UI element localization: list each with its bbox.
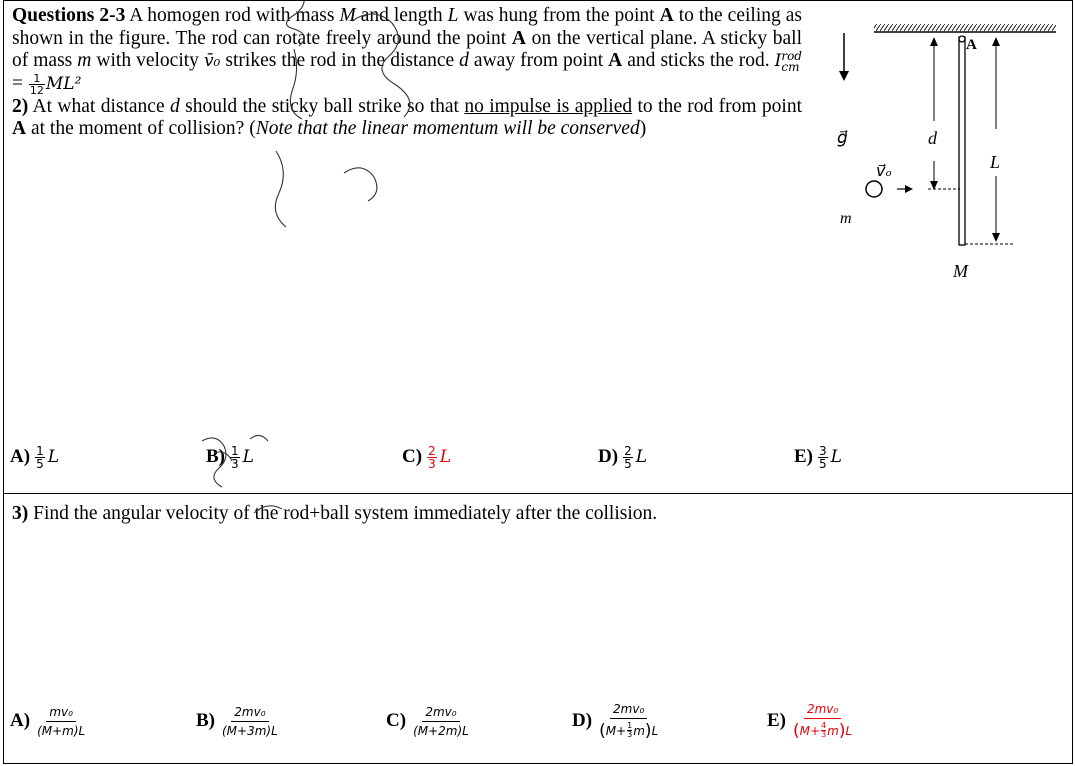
section-divider	[4, 493, 1072, 494]
intro-paragraph: Questions 2-3 A homogen rod with mass M and length L was hung from the point A to the ceiling as shown in the figure. The rod can rotate freely around the point A on the vertical plane. A sticky ball of mass m with velocity v̄₀ strikes the rod in the distance d away from point A and sticks the rod. I rod cm = $\frac{1}{12}$ ML²	[12, 5, 803, 97]
q2-option-c-correct[interactable]: C) $\frac{2}{3}$ L	[402, 443, 451, 471]
question-3-text: 3) Find the angular velocity of the rod+ball system immediately after the collision.	[12, 503, 658, 524]
M-label: M	[953, 261, 968, 281]
q3-answer-row	[10, 701, 1010, 741]
q3-option-b[interactable]: B) 2mv₀ (M+3m)L	[196, 704, 278, 738]
q3-option-d[interactable]: D) 2mv₀ ( M+ $\frac{1}{3}$ m ) L	[572, 701, 659, 741]
q2-option-a[interactable]: A) $\frac{1}{5}$ L	[10, 443, 59, 471]
ball	[866, 181, 882, 197]
questions-heading: Questions 2-3	[12, 5, 126, 26]
ceiling-hatch	[874, 24, 1056, 31]
q2-option-d[interactable]: D) $\frac{2}{5}$ L	[598, 443, 647, 471]
q3-option-c[interactable]: C) 2mv₀ (M+2m)L	[386, 704, 469, 738]
g-arrowhead	[839, 71, 849, 81]
rod-diagram	[824, 1, 1074, 291]
q3-option-e-correct[interactable]: E) 2mv₀ ( M+ $\frac{4}{3}$ m ) L	[767, 701, 853, 741]
d-label: d	[928, 128, 937, 148]
rod	[959, 37, 965, 245]
question-page	[3, 0, 1073, 764]
L-label: L	[990, 152, 1001, 172]
problem-text	[12, 5, 802, 141]
q2-answer-row	[10, 437, 1010, 477]
question-2-text: 2) At what distance d should the sticky ball strike so that no impulse is applied to the rod from point A at the moment of collision? (Note that the linear momentum will be conserved)	[12, 95, 802, 140]
q2-option-e[interactable]: E) $\frac{3}{5}$ L	[794, 443, 842, 471]
point-A-label: A	[966, 37, 977, 53]
rod-diagram-svg	[824, 1, 1074, 291]
v-arrowhead	[905, 185, 913, 193]
g-label: g⃗	[837, 128, 848, 148]
v-label: v⃗ₒ	[876, 161, 892, 180]
pivot-circle	[959, 36, 965, 42]
inertia-formula: I rod cm = $\frac{1}{12}$ ML²	[12, 48, 802, 97]
m-label: m	[840, 210, 852, 227]
q3-option-a[interactable]: A) mv₀ (M+m)L	[10, 704, 86, 738]
q2-option-b[interactable]: B) $\frac{1}{3}$ L	[206, 443, 254, 471]
